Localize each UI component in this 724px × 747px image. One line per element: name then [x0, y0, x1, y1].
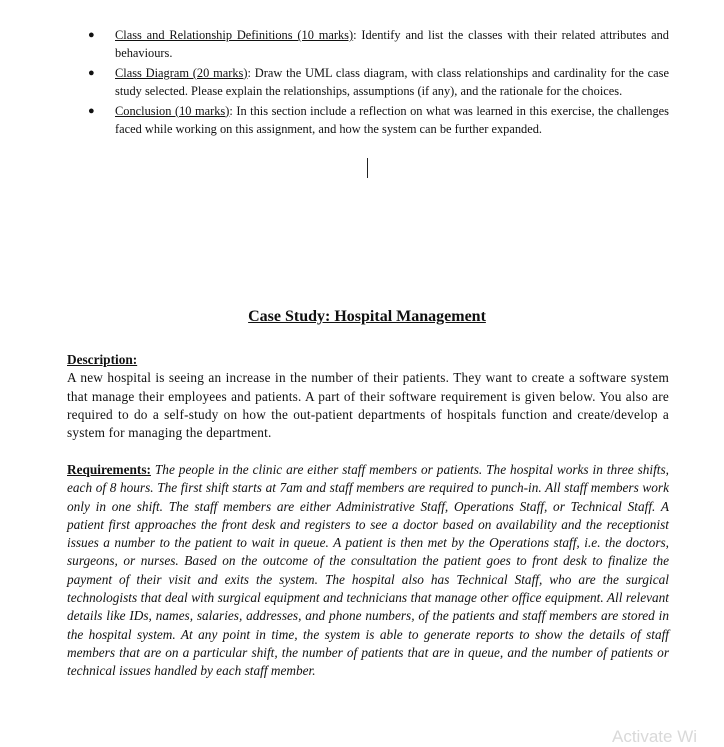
- criterion-text: : Identify and list the classes with their related attributes and behaviours.: [115, 28, 669, 61]
- bullet-icon: ●: [88, 29, 95, 41]
- assignment-criteria-list: [88, 26, 669, 139]
- criterion-text: : In this section include a reflection on what was learned in this exercise, the challenges faced while working on this assignment, and how the system can be further expanded.: [115, 103, 669, 137]
- requirements-text: The people in the clinic are either staff members or patients. The hospital works in three shifts, each of 8 hours. The first shift starts at 7am and staff members are required to punch-in. All staff members work only in one shift. The staff members are either Administrative Staff, Operations Staff, or Technical Staff. A patient first approaches the front desk and registers to see a doctor based on availability and the receptionist issues a number to the patient to wait in queue. A patient is then met by the Operations staff, i.e. the doctors, surgeons, or nurses. Based on the outcome of the consultation the patient goes to front desk to finalize the payment of their visit and exits the system. The hospital also has Technical Staff, who are the surgical technologists that deal with surgical equipment and technicians that manage other office equipment. All relevant details like IDs, names, salaries, addresses, and phone numbers, of the patients and staff members are stored in the hospital system. At any point in time, the system is able to generate reports to show the details of staff members that are on a particular shift, the number of patients that are in queue, and the number of patients or technical issues handled by each staff member.: [67, 462, 669, 679]
- criterion-title: Class and Relationship Definitions (10 marks): [115, 28, 354, 42]
- activate-windows-watermark: Activate Wi: [612, 727, 698, 746]
- description-heading: Description:: [67, 352, 138, 367]
- bullet-icon: ●: [88, 66, 95, 79]
- bullet-icon: ●: [88, 104, 95, 117]
- criterion-title: Conclusion (10 marks): [115, 103, 230, 118]
- text-cursor: [367, 158, 368, 178]
- list-item: [88, 64, 669, 101]
- criterion-title: Class Diagram (20 marks): [115, 65, 248, 80]
- criterion-text: : Draw the UML class diagram, with class relationships and cardinality for the case study selected. Please explain the relationships, assumptions (if any), and the rationale for the choices.: [115, 65, 670, 99]
- list-item: [88, 26, 669, 63]
- description-text: A new hospital is seeing an increase in the number of their patients. They want to create a software system that manage their employees and patients. A part of their software requirement is given below. You also are required to do a self-study on how the out-patient departments of hospitals function and create/develop a system for managing the department.: [67, 370, 669, 441]
- case-study-title: Case Study: Hospital Management: [248, 308, 486, 325]
- list-item: [88, 102, 669, 139]
- description-section: [67, 351, 669, 442]
- requirements-section: [67, 461, 669, 681]
- requirements-heading: Requirements:: [67, 462, 151, 477]
